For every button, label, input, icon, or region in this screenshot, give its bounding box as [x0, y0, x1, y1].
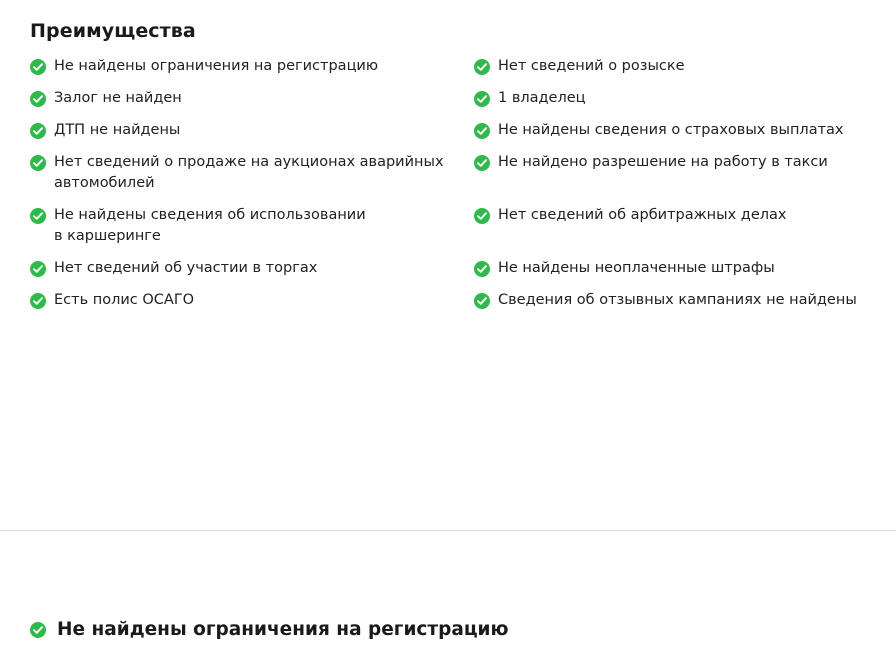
advantage-text: Нет сведений о розыске	[498, 58, 685, 74]
check-circle-icon	[30, 261, 46, 277]
advantage-text	[54, 205, 366, 247]
advantage-text-line: автомобилей	[54, 175, 155, 191]
advantage-item	[30, 56, 378, 77]
detail-heading	[30, 618, 509, 642]
check-circle-icon	[474, 261, 490, 277]
detail-heading-text: Не найдены ограничения на регистрацию	[57, 619, 509, 640]
advantage-text-line: Есть полис ОСАГО	[54, 292, 195, 308]
advantages-grid	[0, 0, 860, 320]
advantage-text: 1 владелец	[498, 90, 586, 106]
advantage-item	[30, 258, 317, 279]
advantage-text-line: Нет сведений об участии в торгах	[54, 260, 318, 276]
check-circle-icon	[30, 155, 46, 171]
advantage-text	[54, 120, 180, 141]
advantage-text	[54, 56, 378, 77]
advantage-item	[474, 205, 786, 226]
advantage-item	[474, 56, 685, 77]
advantage-item	[474, 290, 857, 311]
advantage-item	[30, 88, 182, 109]
advantage-text: Не найдены сведения о страховых выплатах	[498, 122, 844, 138]
advantage-text-line: Не найдены сведения об использовании	[54, 207, 366, 223]
advantage-item	[474, 258, 775, 279]
check-circle-icon	[474, 155, 490, 171]
advantage-text: Не найдено разрешение на работу в такси	[498, 154, 828, 170]
advantage-text-line: Нет сведений о продаже на аукционах аварийных	[54, 154, 444, 170]
advantage-item	[474, 152, 828, 173]
advantage-text	[54, 290, 194, 311]
advantage-item	[30, 205, 366, 247]
advantage-item	[474, 88, 586, 109]
section-title: Преимущества	[30, 20, 196, 42]
check-circle-icon	[474, 59, 490, 75]
advantage-item	[30, 290, 194, 311]
advantage-text: Не найдены неоплаченные штрафы	[498, 260, 775, 276]
check-circle-icon	[30, 293, 46, 309]
advantage-text	[54, 258, 317, 279]
check-circle-icon	[30, 208, 46, 224]
check-circle-icon	[474, 91, 490, 107]
check-circle-icon	[30, 59, 46, 75]
advantage-text: Сведения об отзывных кампаниях не найдены	[498, 292, 857, 308]
advantage-text-line: ДТП не найдены	[54, 122, 181, 138]
section-divider	[0, 530, 896, 531]
check-circle-icon	[30, 123, 46, 139]
check-circle-icon	[474, 123, 490, 139]
advantage-text	[54, 152, 444, 194]
advantage-item	[30, 120, 180, 141]
check-circle-icon	[474, 293, 490, 309]
check-circle-icon	[30, 91, 46, 107]
advantage-text: Нет сведений об арбитражных делах	[498, 207, 787, 223]
advantage-item	[474, 120, 844, 141]
check-circle-icon	[474, 208, 490, 224]
advantage-text-line: Залог не найден	[54, 90, 182, 106]
advantage-text-line: в каршеринге	[54, 228, 161, 244]
advantage-text-line: Не найдены ограничения на регистрацию	[54, 58, 379, 74]
advantage-text	[54, 88, 182, 109]
advantage-item	[30, 152, 444, 194]
check-circle-icon	[30, 622, 46, 638]
